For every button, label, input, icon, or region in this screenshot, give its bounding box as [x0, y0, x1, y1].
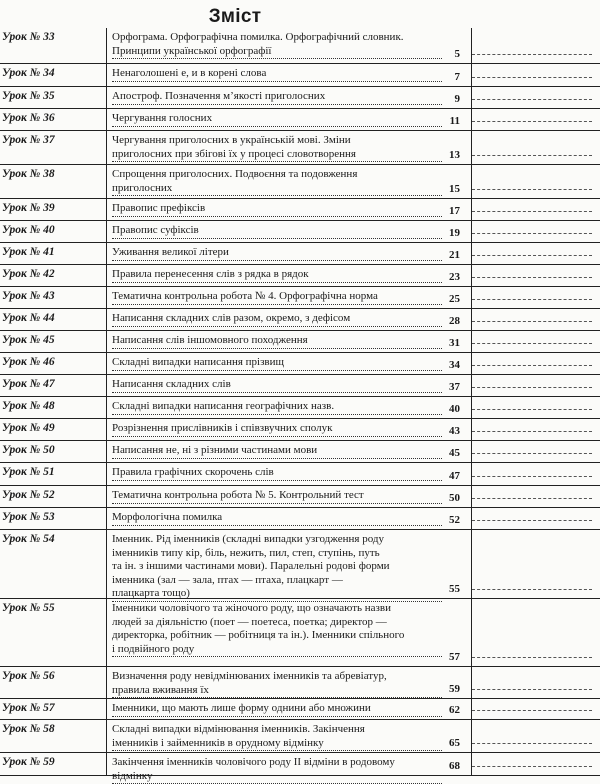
toc-row: [0, 353, 600, 375]
toc-row: [0, 265, 600, 287]
lesson-topic-line: Спрощення приголосних. Подвоєння та подовження: [112, 168, 442, 182]
lesson-topic-line: Принципи української орфографії: [112, 45, 442, 60]
page-number: 19: [449, 227, 460, 239]
lesson-number: Урок № 45: [2, 334, 55, 346]
toc-row: [0, 87, 600, 109]
toc-row: [0, 397, 600, 419]
toc-row: [0, 486, 600, 508]
page-number: 15: [449, 183, 460, 195]
lesson-topic: [112, 134, 442, 162]
lesson-number: Урок № 46: [2, 356, 55, 368]
page-number: 52: [449, 514, 460, 526]
lesson-topic-line: Правопис префіксів: [112, 202, 442, 217]
lesson-number: Урок № 40: [2, 224, 55, 236]
lesson-topic: [112, 168, 442, 196]
lesson-topic: [112, 511, 442, 526]
lesson-topic: [112, 422, 442, 437]
page-number: 13: [449, 149, 460, 161]
lesson-topic: [112, 67, 442, 82]
lesson-topic: [112, 602, 442, 657]
lesson-topic-line: і подвійного роду: [112, 643, 442, 658]
lesson-number: Урок № 37: [2, 134, 55, 146]
page-number: 65: [449, 737, 460, 749]
lesson-number: Урок № 52: [2, 489, 55, 501]
lesson-topic-line: Іменники, що мають лише форму однини або множини: [112, 702, 442, 717]
lesson-number: Урок № 42: [2, 268, 55, 280]
lesson-topic-line: відмінку: [112, 770, 442, 784]
lesson-topic-line: Написання не, ні з різними частинами мови: [112, 444, 442, 459]
toc-row: [0, 419, 600, 441]
page-number: 40: [449, 403, 460, 415]
lesson-topic-line: Написання складних слів разом, окремо, з дефісом: [112, 312, 442, 327]
lesson-number: Урок № 41: [2, 246, 55, 258]
lesson-number: Урок № 55: [2, 602, 55, 614]
lesson-topic-line: та ін. з іншими частинами мови). Паралельні родові форми: [112, 560, 442, 574]
toc-row: [0, 530, 600, 599]
lesson-topic: [112, 400, 442, 415]
lesson-topic: [112, 356, 442, 371]
lesson-topic: [112, 268, 442, 283]
toc-row: [0, 287, 600, 309]
lesson-topic-line: Складні випадки відмінювання іменників. Закінчення: [112, 723, 442, 737]
lesson-topic-line: Написання складних слів: [112, 378, 442, 393]
toc-row: [0, 109, 600, 131]
lesson-topic: [112, 90, 442, 105]
toc-row: [0, 375, 600, 397]
lesson-topic: [112, 533, 442, 602]
lesson-number: Урок № 49: [2, 422, 55, 434]
page-number: 45: [449, 447, 460, 459]
lesson-topic: [112, 224, 442, 239]
page-number: 31: [449, 337, 460, 349]
lesson-topic-line: іменників і займенників в орудному відмінку: [112, 737, 442, 752]
toc-row: [0, 28, 600, 64]
lesson-topic: [112, 466, 442, 481]
lesson-topic-line: Складні випадки написання географічних назв.: [112, 400, 442, 415]
lesson-topic-line: Правопис суфіксів: [112, 224, 442, 239]
toc-row: [0, 463, 600, 486]
lesson-number: Урок № 36: [2, 112, 55, 124]
lesson-topic-line: Складні випадки написання прізвищ: [112, 356, 442, 371]
lesson-number: Урок № 35: [2, 90, 55, 102]
page-number: 7: [455, 71, 461, 83]
lesson-topic-line: Морфологічна помилка: [112, 511, 442, 526]
lesson-topic-line: Орфограма. Орфографічна помилка. Орфографічний словник.: [112, 31, 442, 45]
lesson-number: Урок № 33: [2, 31, 55, 43]
page-number: 68: [449, 760, 460, 772]
lesson-topic-line: Правила перенесення слів з рядка в рядок: [112, 268, 442, 283]
lesson-number: Урок № 53: [2, 511, 55, 523]
lesson-topic-line: іменника (зал — зала, птах — птаха, плацкарт —: [112, 574, 442, 588]
page-number: 43: [449, 425, 460, 437]
page-number: 17: [449, 205, 460, 217]
toc-row: [0, 599, 600, 667]
lesson-topic: [112, 489, 442, 504]
lesson-topic-line: Іменники чоловічого та жіночого роду, що означають назви: [112, 602, 442, 616]
lesson-topic-line: Апостроф. Позначення м’якості приголосних: [112, 90, 442, 105]
toc-row: [0, 508, 600, 530]
page-title: Зміст: [0, 6, 470, 28]
lesson-number: Урок № 47: [2, 378, 55, 390]
toc-row: [0, 165, 600, 199]
lesson-topic: [112, 246, 442, 261]
lesson-topic-line: правила вживання їх: [112, 684, 442, 699]
page-number: 34: [449, 359, 460, 371]
lesson-topic-line: Чергування приголосних в українській мові. Зміни: [112, 134, 442, 148]
lesson-topic: [112, 112, 442, 127]
page-number: 59: [449, 683, 460, 695]
lesson-topic: [112, 202, 442, 217]
lesson-topic-line: Написання слів іншомовного походження: [112, 334, 442, 349]
toc-row: [0, 243, 600, 265]
lesson-number: Урок № 58: [2, 723, 55, 735]
page-number: 21: [449, 249, 460, 261]
lesson-topic-line: Закінчення іменників чоловічого роду ІІ відміни в родовому: [112, 756, 442, 770]
lesson-topic-line: Іменник. Рід іменників (складні випадки узгодження роду: [112, 533, 442, 547]
lesson-topic: [112, 670, 442, 698]
toc-row: [0, 199, 600, 221]
lesson-topic: [112, 312, 442, 327]
lesson-topic-line: Визначення роду невідмінюваних іменників та абревіатур,: [112, 670, 442, 684]
toc-row: [0, 667, 600, 699]
lesson-topic: [112, 334, 442, 349]
lesson-topic: [112, 444, 442, 459]
page-number: 47: [449, 470, 460, 482]
toc-row: [0, 64, 600, 87]
lesson-topic: [112, 290, 442, 305]
lesson-topic-line: іменників типу кір, біль, нежить, пил, степ, ступінь, путь: [112, 547, 442, 561]
lesson-topic: [112, 378, 442, 393]
lesson-topic-line: приголосних при збігові їх у процесі словотворення: [112, 148, 442, 163]
toc-row: [0, 699, 600, 720]
lesson-topic-line: Розрізнення прислівників і співзвучних сполук: [112, 422, 442, 437]
lesson-number: Урок № 51: [2, 466, 55, 478]
page-number: 55: [449, 583, 460, 595]
lesson-topic-line: Тематична контрольна робота № 4. Орфографічна норма: [112, 290, 442, 305]
lesson-number: Урок № 59: [2, 756, 55, 768]
lesson-topic: [112, 756, 442, 784]
lesson-topic-line: Тематична контрольна робота № 5. Контрольний тест: [112, 489, 442, 504]
page-number: 11: [450, 115, 460, 127]
lesson-topic: [112, 723, 442, 751]
lesson-number: Урок № 56: [2, 670, 55, 682]
page-number: 57: [449, 651, 460, 663]
toc-row: [0, 720, 600, 753]
toc-row: [0, 753, 600, 776]
toc-row: [0, 221, 600, 243]
toc-row: [0, 131, 600, 165]
lesson-topic-line: людей за діяльністю (поет — поетеса, поетка; директор —: [112, 616, 442, 630]
toc-row: [0, 331, 600, 353]
lesson-topic-line: Чергування голосних: [112, 112, 442, 127]
page-number: 23: [449, 271, 460, 283]
lesson-number: Урок № 54: [2, 533, 55, 545]
lesson-topic-line: Ненаголошені е, и в корені слова: [112, 67, 442, 82]
lesson-number: Урок № 57: [2, 702, 55, 714]
lesson-topic-line: Правила графічних скорочень слів: [112, 466, 442, 481]
lesson-number: Урок № 50: [2, 444, 55, 456]
lesson-number: Урок № 38: [2, 168, 55, 180]
page-number: 25: [449, 293, 460, 305]
page-number: 28: [449, 315, 460, 327]
lesson-number: Урок № 48: [2, 400, 55, 412]
lesson-topic-line: плацкарта тощо): [112, 587, 442, 602]
lesson-number: Урок № 39: [2, 202, 55, 214]
page-number: 9: [455, 93, 461, 105]
page-number: 5: [455, 48, 461, 60]
page-number: 50: [449, 492, 460, 504]
toc-row: [0, 441, 600, 463]
lesson-topic-line: директорка, робітник — робітниця та ін.). Іменники спільного: [112, 629, 442, 643]
lesson-number: Урок № 43: [2, 290, 55, 302]
lesson-number: Урок № 44: [2, 312, 55, 324]
lesson-number: Урок № 34: [2, 67, 55, 79]
lesson-topic-line: Уживання великої літери: [112, 246, 442, 261]
lesson-topic: [112, 31, 442, 59]
page-number: 37: [449, 381, 460, 393]
page-number: 62: [449, 704, 460, 716]
lesson-topic-line: приголосних: [112, 182, 442, 197]
toc-row: [0, 309, 600, 331]
lesson-topic: [112, 702, 442, 717]
